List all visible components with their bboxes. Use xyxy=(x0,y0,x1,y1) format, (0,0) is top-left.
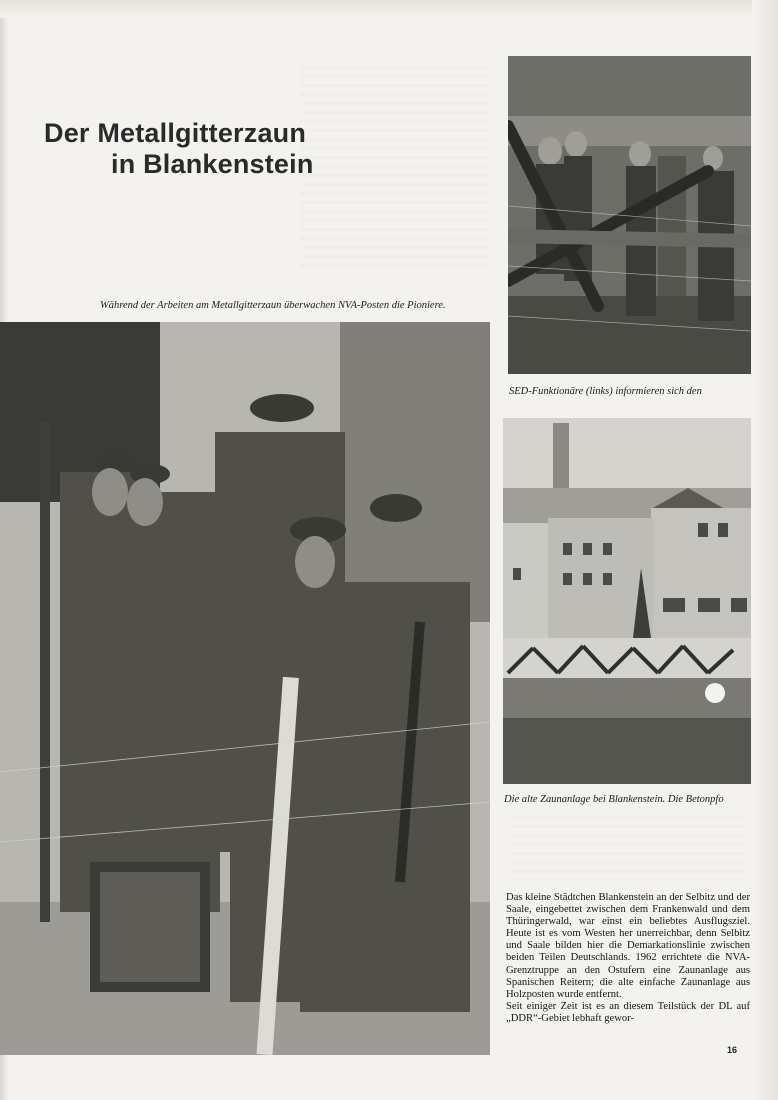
town-photo-caption: Die alte Zaunanlage bei Blankenstein. Die Betonpfo xyxy=(504,794,724,805)
page-number: 16 xyxy=(727,1045,738,1055)
article-title xyxy=(44,118,314,180)
body-paragraph-1: Das kleine Städtchen Blankenstein an der Selbitz und der Saale, eingebettet zwischen dem Frankenwald und dem Thüringerwald, war einst ein beliebtes Ausflugsziel. Heute ist es vom Westen her unerreichbar, denn Selbitz und Saale bilden hier die Demarkationslinie zwischen beiden Teilen Deutschlands. 1962 errichtete die NVA-Grenztruppe an den Ostufern eine Zaunanlage aus Spanischen Reitern; die alte einfache Zaunanlage aus Holzposten wurde entfernt. xyxy=(506,892,750,1000)
title-line-2: in Blankenstein xyxy=(111,149,314,179)
photo-officials-at-fence xyxy=(508,56,751,374)
main-photo-caption: Während der Arbeiten am Metallgitterzaun überwachen NVA-Posten die Pioniere. xyxy=(100,300,446,311)
top-photo-caption: SED-Funktionäre (links) informieren sich den xyxy=(509,386,702,397)
show-through-text xyxy=(510,810,745,880)
photo-nva-soldiers xyxy=(0,322,490,1055)
show-through-text xyxy=(300,60,490,270)
page-right-edge xyxy=(752,0,778,1100)
page-top-shadow xyxy=(0,0,778,18)
body-paragraph-2: Seit einiger Zeit ist es an diesem Teilstück der DL auf „DDR“-Gebiet lebhaft gewor- xyxy=(506,1000,750,1024)
article-body xyxy=(506,892,750,1025)
title-line-1: Der Metallgitterzaun xyxy=(44,118,307,148)
photo-blankenstein-town xyxy=(503,418,751,784)
